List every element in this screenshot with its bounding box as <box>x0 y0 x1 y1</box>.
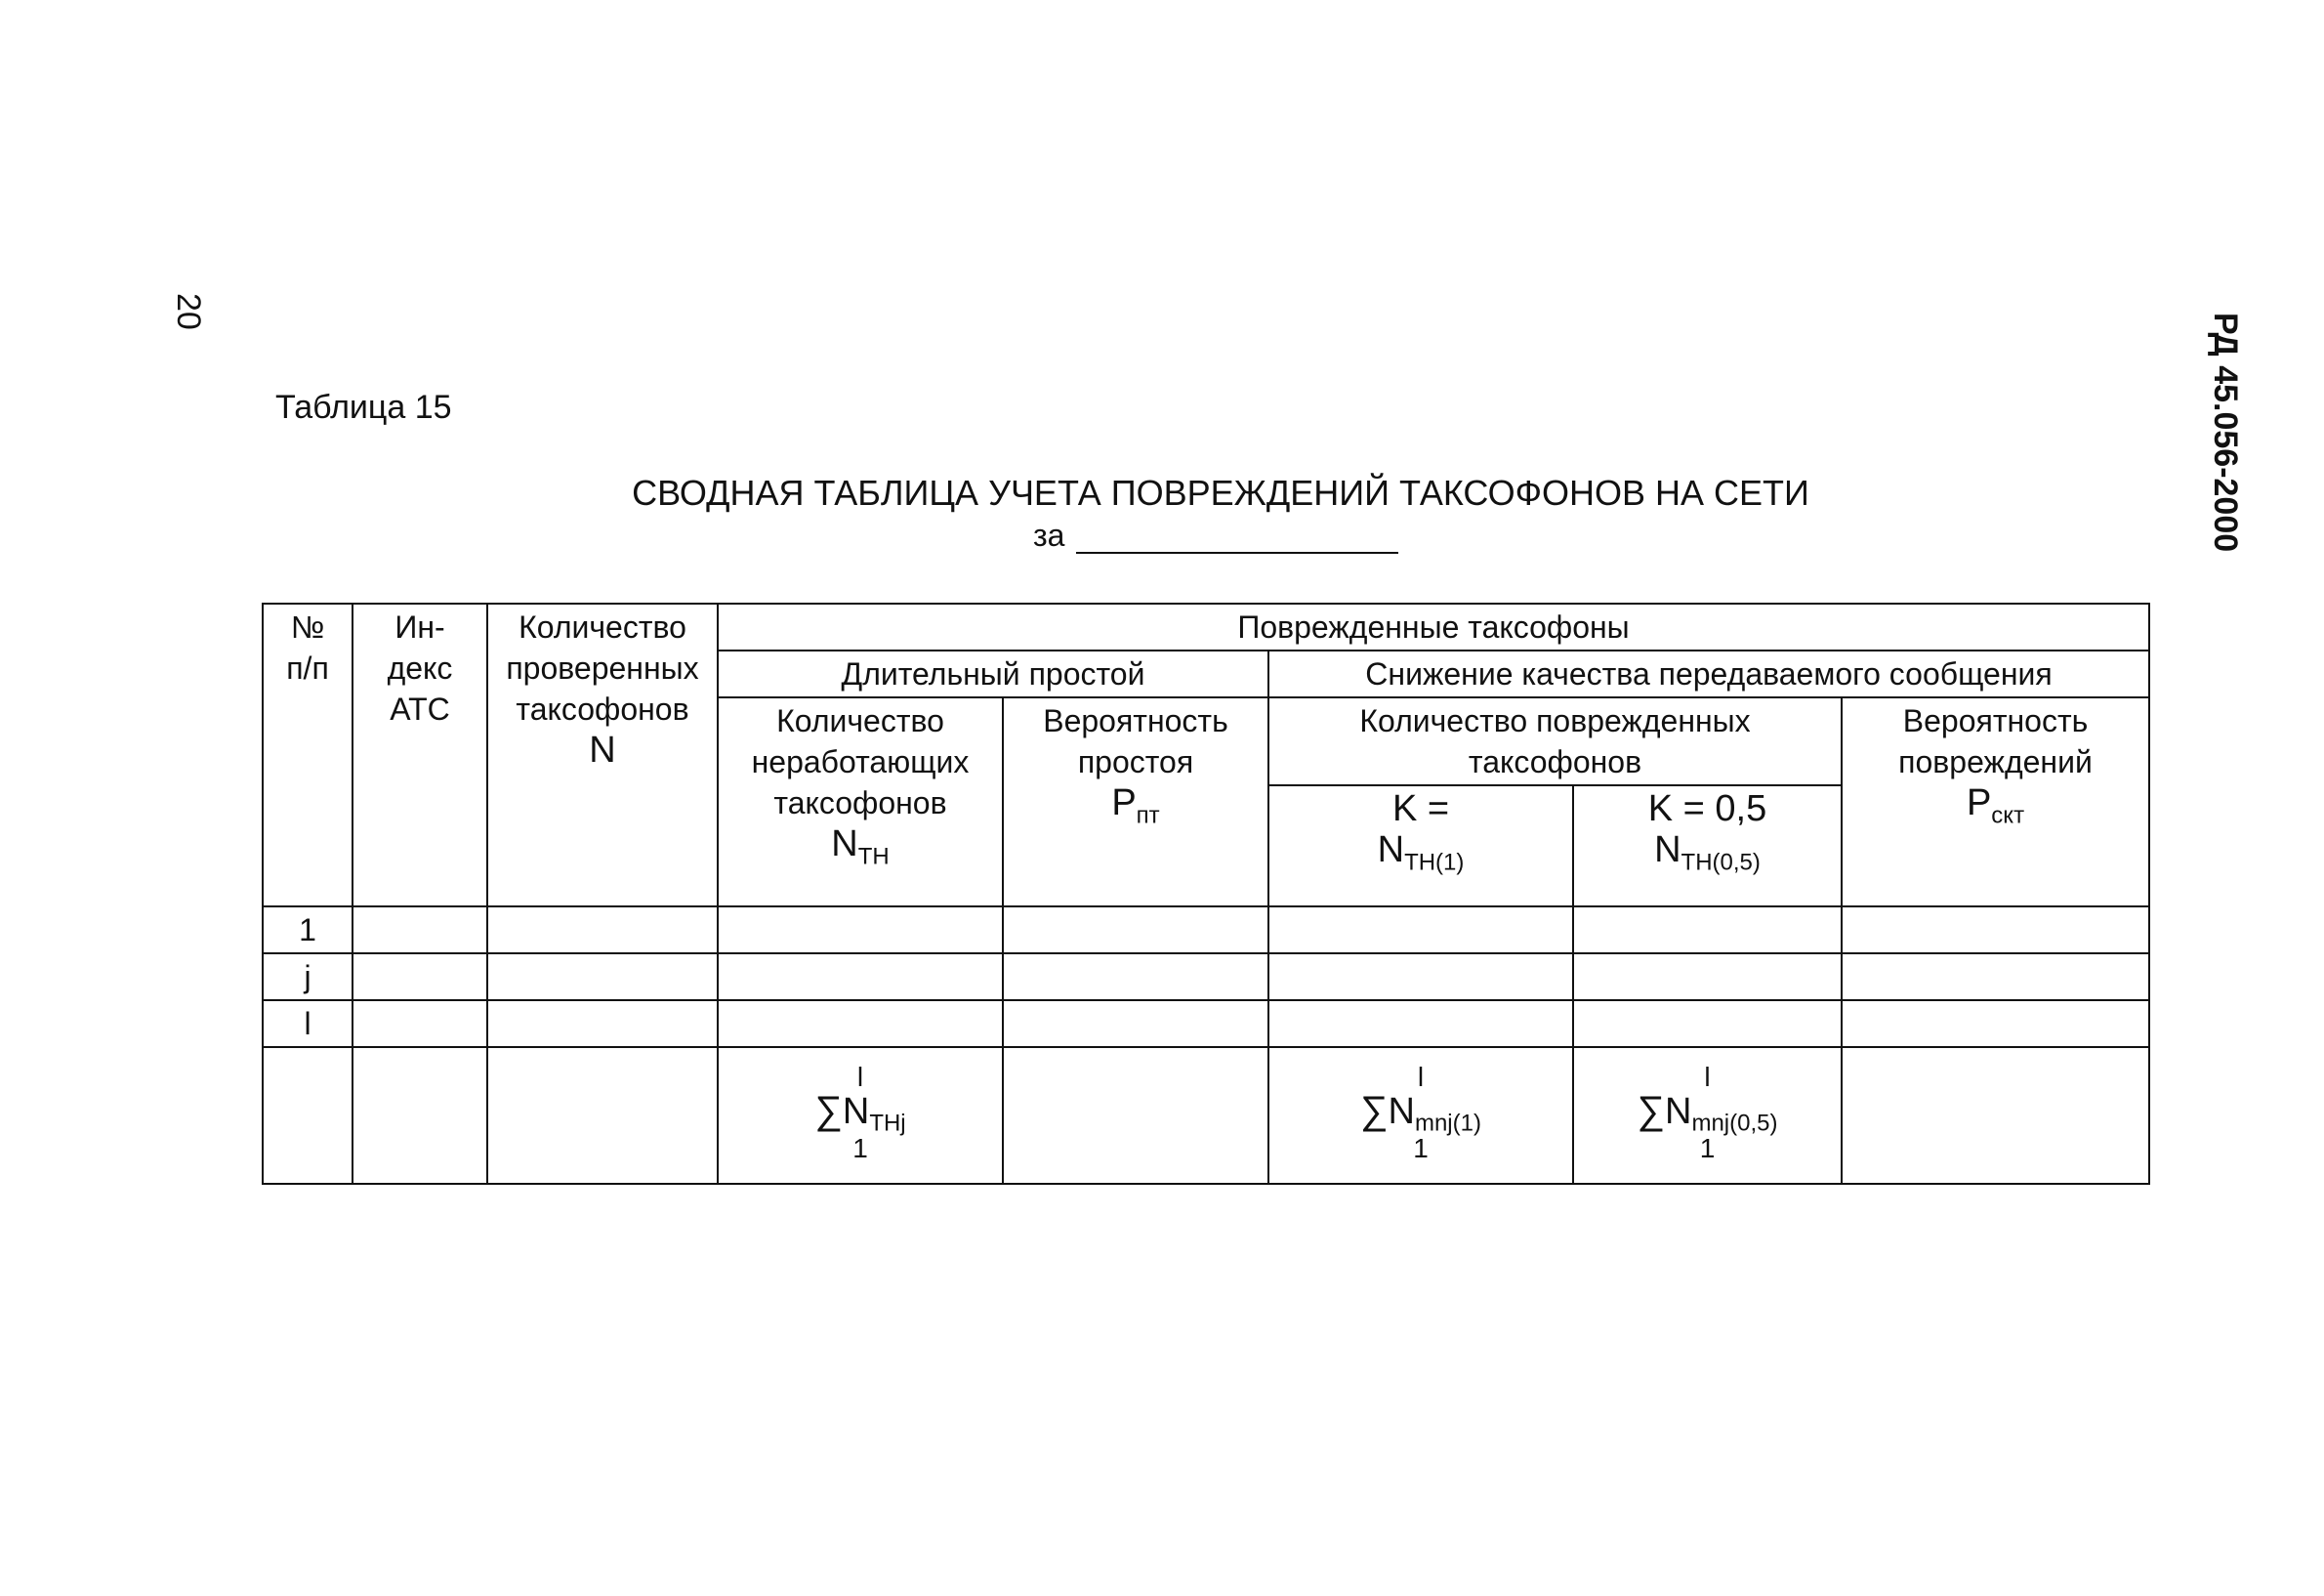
total-k05: l $\sum N_{mnj(0,5)}$ 1 <box>1573 1047 1842 1184</box>
header-quality: Снижение качества передаваемого сообщения <box>1268 651 2149 697</box>
header-nonworking: Количество неработающих таксофонов $N_{ТН}$ <box>718 697 1003 906</box>
header-k05: K = 0,5 $N_{ТН(0,5)}$ <box>1573 785 1842 906</box>
table-row <box>263 1000 2149 1047</box>
period-label: за <box>1033 518 1065 553</box>
header-index: Ин- декс АТС <box>353 604 487 906</box>
header-count-damaged: Количество поврежденных таксофонов <box>1268 697 1842 785</box>
period-blank <box>1076 523 1398 554</box>
header-prob-damage: Вероятность повреждений $P_{скт}$ <box>1842 697 2149 906</box>
total-k1: l $\sum N_{mnj(1)}$ 1 <box>1268 1047 1573 1184</box>
header-downtime: Длительный простой <box>718 651 1268 697</box>
period-line <box>1033 518 1398 554</box>
page-number: 20 <box>170 293 207 330</box>
total-nonworking: l $\sum N_{ТНj}$ 1 <box>718 1047 1003 1184</box>
row-number: j <box>263 953 353 1000</box>
row-number: l <box>263 1000 353 1047</box>
header-k1: K = $N_{ТН(1)}$ <box>1268 785 1573 906</box>
header-prob-downtime: Вероятность простоя $P_{пт}$ <box>1003 697 1268 906</box>
table-label: Таблица 15 <box>275 389 452 426</box>
header-checked: Количество проверенных таксофонов N <box>487 604 718 906</box>
table-row <box>263 906 2149 953</box>
document-code: РД 45.056-2000 <box>2207 313 2244 553</box>
header-number: № п/п <box>263 604 353 906</box>
table-title: СВОДНАЯ ТАБЛИЦА УЧЕТА ПОВРЕЖДЕНИЙ ТАКСОФОНОВ НА СЕТИ <box>632 473 1809 513</box>
totals-row <box>263 1047 2149 1184</box>
summary-table <box>262 603 2150 1185</box>
row-number: 1 <box>263 906 353 953</box>
header-damaged: Поврежденные таксофоны <box>718 604 2149 651</box>
table-row <box>263 953 2149 1000</box>
